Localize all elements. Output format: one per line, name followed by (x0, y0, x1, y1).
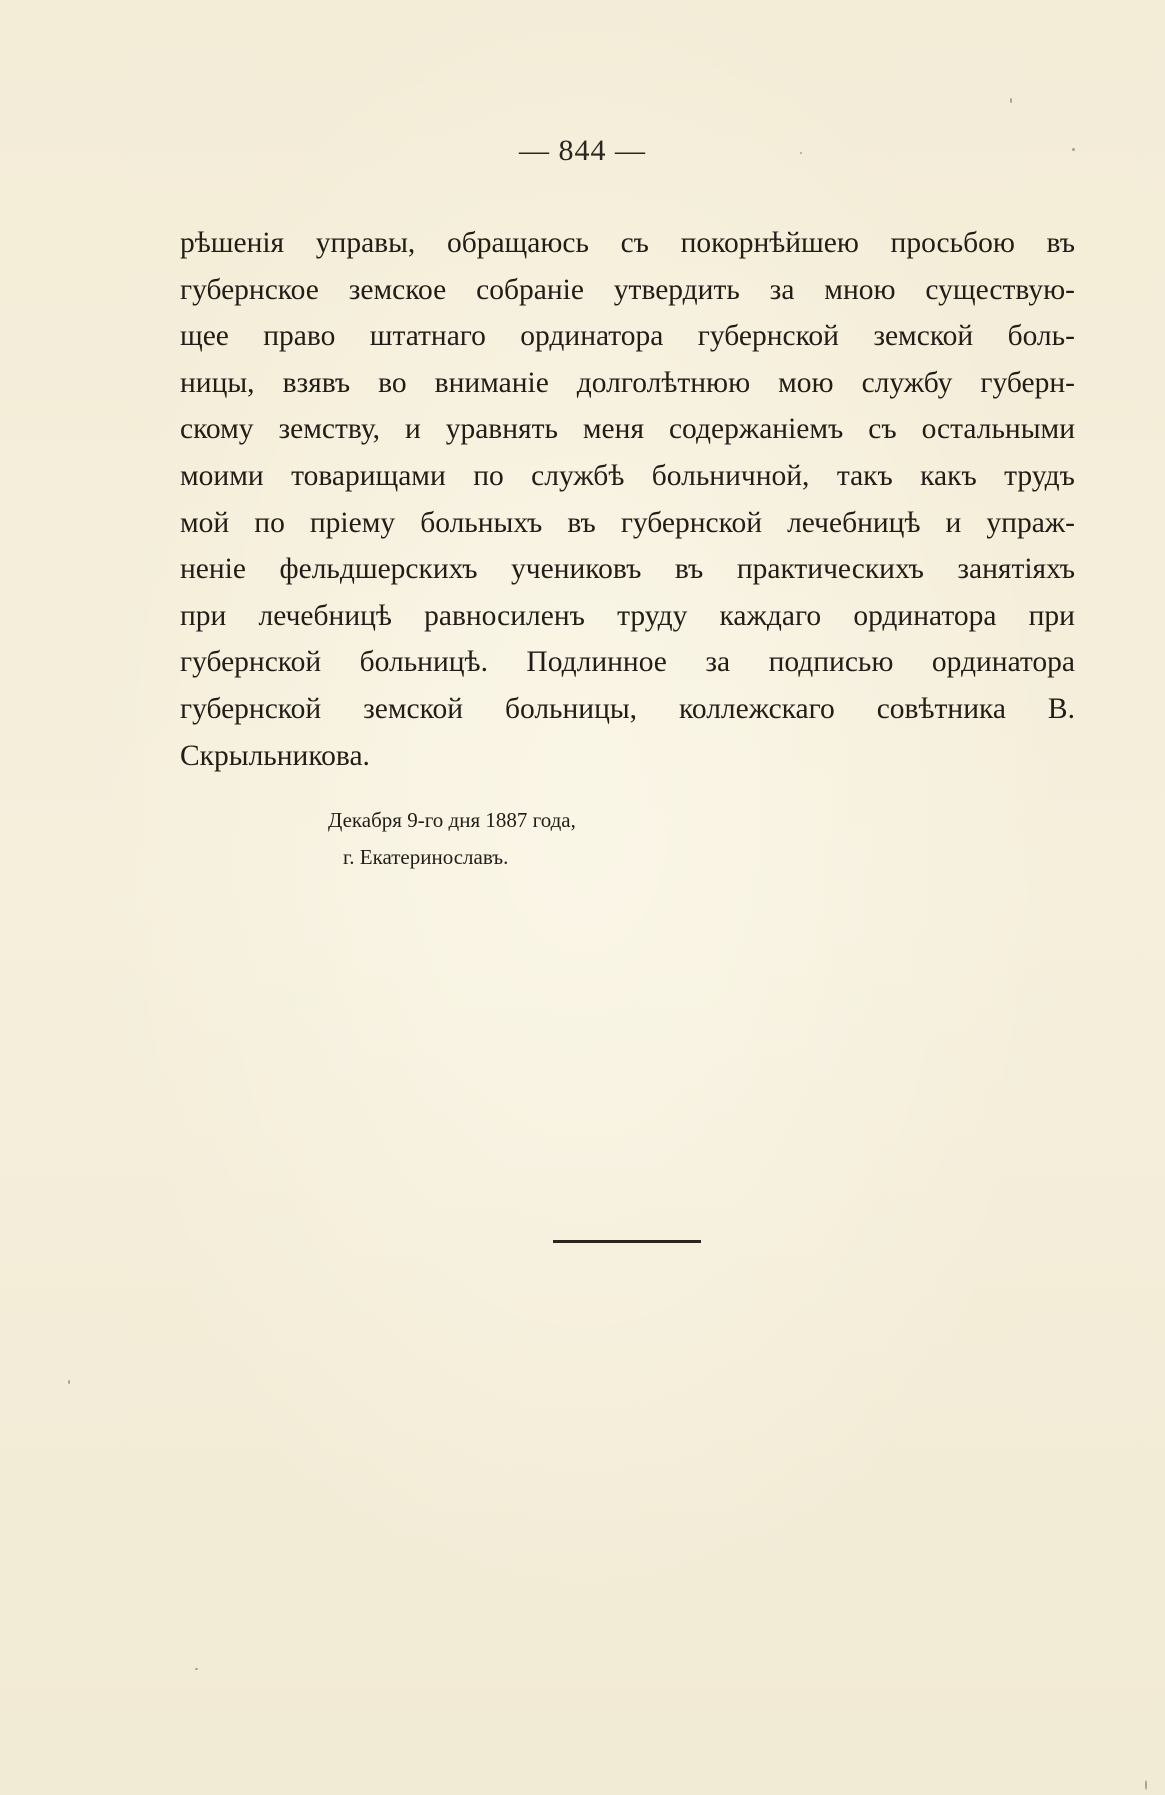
word: ординатора (853, 599, 997, 632)
word: при (1028, 599, 1075, 632)
word: по (254, 506, 285, 539)
word: каждаго (719, 599, 822, 632)
word: Подлинное (526, 646, 667, 679)
word: больницѣ. (359, 646, 488, 679)
word: ординатора (520, 320, 664, 353)
word: больныхъ (420, 506, 543, 539)
paper-speck (1072, 148, 1075, 151)
text-line (180, 639, 1075, 686)
word: скому (180, 413, 254, 446)
word: лечебницѣ (258, 599, 392, 632)
word: товарищами (291, 459, 446, 492)
word: управы, (315, 227, 416, 259)
word: по (473, 459, 504, 492)
paper-speck (195, 1668, 198, 1670)
word: въ (674, 553, 704, 586)
word: моими (180, 459, 264, 492)
word: подписью (768, 646, 894, 679)
word: земству, (278, 413, 380, 446)
word: совѣтника (876, 692, 1006, 725)
word: щее (180, 320, 229, 353)
word: губернской (697, 320, 839, 353)
word: В. (1047, 692, 1075, 725)
page-number: — 844 — (519, 134, 646, 167)
word: какъ (920, 459, 977, 492)
word: больницы, (504, 692, 638, 725)
text-line (180, 546, 1075, 593)
body-text (180, 220, 1075, 779)
word: съ (620, 227, 649, 259)
text-line (180, 267, 1075, 314)
signature-place: г. Екатеринославъ. (343, 845, 509, 869)
word: взявъ (282, 366, 351, 399)
word: просьбою (890, 227, 1015, 259)
word: Скрыльникова. (180, 739, 370, 772)
word: право (263, 320, 336, 353)
word: за (769, 273, 795, 306)
word: долголѣтнюю (576, 366, 751, 399)
word: содержаніемъ (668, 413, 844, 446)
word: коллежскаго (679, 692, 835, 725)
word: вниманіе (434, 366, 549, 399)
word: такъ (836, 459, 893, 492)
word: упраж- (986, 506, 1075, 539)
word: существую- (925, 273, 1075, 306)
word: при (180, 599, 227, 632)
word: собраніе (476, 273, 584, 306)
signature-date: Декабря 9-го дня 1887 года, (328, 808, 576, 832)
word: фельдшерскихъ (279, 553, 478, 586)
word: меня (582, 413, 645, 446)
word: учениковъ (511, 553, 642, 586)
word: мою (778, 366, 834, 399)
paper-speck (68, 1380, 70, 1384)
text-line (180, 360, 1075, 407)
paper-speck (1145, 1780, 1147, 1790)
word: остальными (921, 413, 1075, 446)
word: практическихъ (736, 553, 924, 586)
word: равносиленъ (424, 599, 585, 632)
word: и (945, 506, 962, 539)
word: трудъ (1004, 459, 1075, 492)
word: ординатора (931, 646, 1075, 679)
word: обращаюсь (446, 227, 589, 259)
word: больничной, (651, 459, 810, 492)
word: земской (873, 320, 974, 353)
word: мною (824, 273, 896, 306)
word: службу (861, 366, 953, 399)
word: губернской (180, 692, 322, 725)
word: мой (180, 506, 230, 539)
word: неніе (180, 553, 246, 586)
word: занятіяхъ (957, 553, 1075, 586)
text-line (180, 220, 1075, 267)
text-line (180, 406, 1075, 453)
word: земской (363, 692, 464, 725)
word: за (705, 646, 731, 679)
word: губернское (180, 273, 319, 306)
word: лечебницѣ (787, 506, 921, 539)
paper-speck (1010, 98, 1012, 103)
word: во (378, 366, 407, 399)
word: губернской (180, 646, 322, 679)
word: утвердить (613, 273, 740, 306)
word: службѣ (531, 459, 625, 492)
text-line (180, 453, 1075, 500)
word: покорнѣйшею (680, 227, 859, 259)
word: труду (617, 599, 688, 632)
word: штатнаго (369, 320, 486, 353)
word: уравнять (445, 413, 558, 446)
word: губернской (620, 506, 763, 539)
word: земское (348, 273, 447, 306)
paper-speck (800, 152, 802, 154)
word: въ (567, 506, 596, 539)
word: и (404, 413, 421, 446)
section-divider (553, 1240, 701, 1243)
text-line (180, 500, 1075, 547)
word: ницы, (180, 366, 255, 399)
word: съ (868, 413, 897, 446)
text-line (180, 313, 1075, 360)
word: въ (1046, 227, 1075, 259)
word: пріему (309, 506, 396, 539)
text-line (180, 686, 1075, 733)
word: губерн- (980, 366, 1075, 399)
text-line (180, 593, 1075, 640)
text-line (180, 733, 1075, 780)
word: рѣшенія (180, 227, 285, 259)
word: боль- (1007, 320, 1075, 353)
